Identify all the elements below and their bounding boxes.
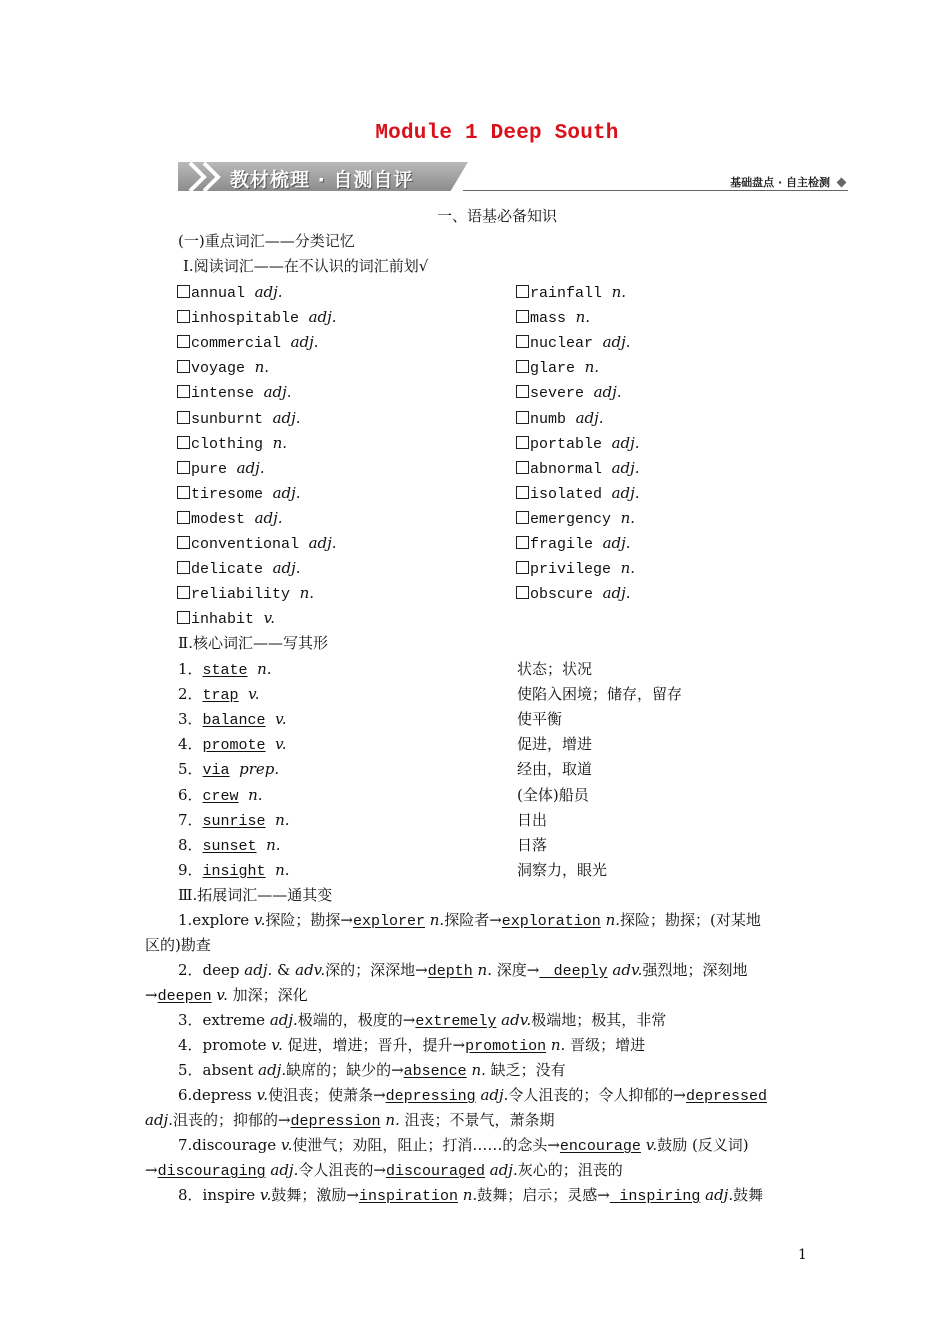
item-number: 9．	[178, 860, 203, 879]
banner-label: 教材梳理 · 自测自评	[230, 169, 414, 191]
answer-blank: promotion	[465, 1038, 547, 1055]
ext-line-5: 5．absent adj.缺席的；缺少的→absence n. 缺乏；没有	[178, 1061, 566, 1080]
checkbox[interactable]	[516, 511, 529, 524]
answer-blank: promote	[202, 737, 266, 755]
vocab-word: reliability	[191, 586, 291, 604]
ext-line-1b: 区的)勘查	[145, 936, 211, 954]
vocab-item	[516, 305, 590, 331]
answer-blank: inspiration	[358, 1188, 458, 1205]
part1-heading: Ⅰ.阅读词汇——在不认识的词汇前划√	[183, 257, 429, 275]
checkbox[interactable]	[177, 511, 190, 524]
part-of-speech: n.	[266, 835, 281, 854]
chevron-icon	[184, 160, 232, 194]
vocab-word: inhabit	[191, 611, 255, 629]
core-item	[178, 833, 281, 859]
part-of-speech: n.	[275, 860, 290, 879]
answer-blank: absence	[403, 1063, 467, 1080]
vocab-word: abnormal	[530, 460, 603, 478]
vocab-word: mass	[530, 310, 567, 328]
answer-blank: depressed	[686, 1088, 768, 1105]
checkbox[interactable]	[177, 285, 190, 298]
vocab-word: clothing	[191, 435, 264, 453]
part3-heading: Ⅲ.拓展词汇——通其变	[178, 886, 333, 904]
vocab-word: rainfall	[530, 285, 603, 302]
vocab-item	[177, 506, 283, 532]
ext-line-3: 3．extreme adj.极端的，极度的→extremely adv.极端地；极其，非常	[178, 1011, 667, 1030]
answer-blank: via	[202, 762, 230, 780]
checkbox[interactable]	[177, 561, 190, 574]
answer-blank: depressing	[385, 1088, 476, 1105]
vocab-item	[177, 406, 301, 432]
part-of-speech: n.	[299, 584, 315, 603]
core-item	[178, 682, 260, 708]
answer-blank: inspiring	[619, 1188, 701, 1205]
answer-blank: crew	[202, 787, 239, 805]
vocab-word: delicate	[191, 561, 264, 579]
part-of-speech: prep.	[239, 760, 280, 779]
part-of-speech: adj.	[263, 383, 292, 402]
vocab-word: portable	[530, 435, 603, 453]
checkbox[interactable]	[516, 561, 529, 574]
answer-blank: discouraging	[157, 1163, 266, 1180]
item-number: 5．	[178, 760, 203, 779]
vocab-item	[516, 556, 635, 582]
checkbox[interactable]	[516, 586, 529, 599]
vocab-word: modest	[191, 510, 246, 528]
core-item	[178, 707, 287, 733]
part-of-speech: adj.	[602, 333, 631, 352]
vocab-item	[177, 456, 265, 482]
checkbox[interactable]	[516, 461, 529, 474]
vocab-word: commercial	[191, 335, 282, 353]
part-of-speech: v.	[275, 735, 287, 754]
part-of-speech: v.	[263, 609, 276, 628]
vocab-item	[516, 431, 640, 457]
item-number: 1．	[178, 660, 203, 678]
part2-heading: Ⅱ.核心词汇——写其形	[178, 634, 328, 652]
vocab-item	[516, 406, 604, 432]
vocab-item	[177, 481, 301, 507]
core-item	[178, 808, 290, 834]
vocab-word: privilege	[530, 561, 612, 579]
part-of-speech: adj.	[593, 383, 622, 402]
vocab-item	[516, 456, 640, 482]
vocab-word: conventional	[191, 536, 300, 553]
part-of-speech: adj.	[602, 534, 631, 552]
vocab-item	[177, 606, 275, 632]
vocab-word: pure	[191, 460, 228, 478]
part-of-speech: n.	[248, 785, 263, 804]
part-of-speech: n.	[620, 508, 635, 527]
answer-blank: sunset	[202, 837, 257, 855]
part-of-speech: adj.	[236, 458, 265, 477]
vocab-item	[516, 330, 631, 356]
checkbox[interactable]	[177, 461, 190, 474]
vocab-item	[516, 280, 626, 306]
core-meaning: 日落	[517, 835, 548, 854]
vocab-item	[177, 380, 292, 406]
checkbox[interactable]	[177, 385, 190, 398]
part-of-speech: n.	[584, 358, 599, 377]
diamond-icon	[837, 178, 847, 188]
page-title: Module 1 Deep South	[375, 122, 619, 145]
vocab-item	[177, 280, 283, 306]
ext-line-1a: 1.explore v.探险；勘探→explorer n.探险者→exploration n.探险；勘探；(对某地	[178, 911, 761, 930]
part-of-speech: n.	[257, 660, 272, 678]
vocab-item	[177, 431, 287, 457]
answer-blank: balance	[202, 712, 266, 730]
core-meaning: 日出	[517, 810, 548, 829]
core-item	[178, 732, 287, 758]
part-of-speech: adj.	[575, 408, 604, 427]
vocab-word: numb	[530, 410, 567, 428]
vocab-word: nuclear	[530, 335, 594, 353]
vocab-word: obscure	[530, 586, 594, 604]
answer-blank: deeply	[553, 963, 608, 980]
part-of-speech: adj.	[611, 458, 640, 477]
vocab-word: fragile	[530, 536, 594, 553]
answer-blank: state	[202, 662, 248, 679]
ext-line-2b: →deepen v. 加深；深化	[145, 986, 308, 1005]
core-meaning: 状态；状况	[517, 660, 593, 678]
checkbox[interactable]	[177, 611, 190, 624]
answer-blank: extremely	[415, 1013, 497, 1030]
core-item	[178, 757, 279, 783]
core-meaning: 使陷入困境；储存，留存	[517, 685, 683, 704]
checkbox[interactable]	[177, 411, 190, 424]
part-of-speech: n.	[275, 810, 290, 829]
vocab-word: tiresome	[191, 485, 264, 503]
part-of-speech: adj.	[308, 534, 337, 552]
answer-blank: depth	[427, 963, 473, 980]
checkbox[interactable]	[516, 310, 529, 323]
core-meaning: 经由，取道	[517, 760, 593, 779]
ext-line-4: 4．promote v. 促进，增进；晋升，提升→promotion n. 晋级；增进	[178, 1036, 646, 1055]
part-of-speech: adj.	[272, 408, 301, 427]
core-meaning: 促进，增进	[517, 735, 593, 754]
vocab-word: isolated	[530, 485, 603, 503]
checkbox[interactable]	[516, 285, 529, 298]
core-item	[178, 858, 290, 884]
answer-blank: trap	[202, 687, 239, 705]
vocab-word: sunburnt	[191, 410, 264, 428]
item-number: 8．	[178, 835, 203, 854]
vocab-item	[516, 481, 640, 507]
checkbox[interactable]	[516, 411, 529, 424]
part-of-speech: adj.	[272, 559, 301, 578]
item-number: 3．	[178, 710, 203, 729]
vocab-word: annual	[191, 285, 246, 302]
core-item	[178, 657, 272, 683]
ext-line-7b: →discouraging adj.令人沮丧的→discouraged adj.灰心的；沮丧的	[145, 1161, 623, 1180]
item-number: 6．	[178, 785, 203, 804]
part-of-speech: adj.	[254, 283, 283, 301]
checkbox[interactable]	[177, 536, 190, 549]
answer-blank: explorer	[352, 913, 425, 930]
answer-blank: discouraged	[385, 1163, 485, 1180]
vocab-item	[177, 556, 301, 582]
answer-blank: insight	[202, 862, 266, 880]
part-of-speech: n.	[272, 433, 287, 452]
vocab-item	[516, 531, 631, 557]
ext-line-8: 8．inspire v.鼓舞；激励→inspiration n.鼓舞；启示；灵感→ inspiring adj.鼓舞	[178, 1186, 764, 1205]
ext-line-6b: adj.沮丧的；抑郁的→depression n. 沮丧；不景气，萧条期	[145, 1111, 555, 1130]
checkbox[interactable]	[516, 536, 529, 549]
item-number: 2．	[178, 685, 203, 704]
checkbox[interactable]	[177, 335, 190, 348]
vocab-item	[177, 305, 337, 331]
core-meaning: 使平衡	[517, 710, 563, 729]
vocab-item	[177, 581, 314, 607]
part-of-speech: adj.	[254, 508, 283, 527]
checkbox[interactable]	[177, 360, 190, 373]
answer-blank: depression	[290, 1113, 381, 1130]
section-heading: 一、语基必备知识	[436, 207, 557, 225]
checkbox[interactable]	[177, 436, 190, 449]
item-number: 7．	[178, 810, 203, 829]
answer-blank: deepen	[157, 988, 212, 1005]
answer-blank: exploration	[501, 913, 601, 930]
vocab-item	[177, 330, 319, 356]
part-of-speech: n.	[620, 559, 635, 578]
vocab-word: glare	[530, 360, 576, 378]
vocab-word: intense	[191, 385, 255, 403]
page-number: 1	[798, 1247, 807, 1263]
part-of-speech: n.	[575, 308, 590, 327]
part-of-speech: adj.	[308, 308, 337, 327]
vocab-word: emergency	[530, 510, 612, 528]
vocab-item	[516, 581, 631, 607]
checkbox[interactable]	[177, 586, 190, 599]
checkbox[interactable]	[516, 335, 529, 348]
section-banner	[178, 160, 848, 194]
checkbox[interactable]	[177, 310, 190, 323]
vocab-item	[177, 531, 337, 557]
checkbox[interactable]	[516, 486, 529, 499]
banner-right-label: 基础盘点 · 自主检测	[730, 176, 830, 189]
vocab-word: inhospitable	[191, 310, 300, 328]
core-meaning: 洞察力，眼光	[517, 860, 608, 879]
checkbox[interactable]	[516, 360, 529, 373]
sub-heading: (一)重点词汇——分类记忆	[178, 232, 355, 250]
item-number: 4．	[178, 735, 203, 754]
answer-blank: encourage	[559, 1138, 641, 1155]
vocab-item	[516, 380, 622, 406]
core-item	[178, 783, 263, 809]
part-of-speech: v.	[248, 685, 260, 704]
part-of-speech: n.	[611, 283, 626, 301]
answer-blank: sunrise	[202, 812, 266, 830]
ext-line-6a: 6.depress v.使沮丧；使萧条→depressing adj.令人沮丧的；令人抑郁的→depressed	[178, 1086, 768, 1105]
checkbox[interactable]	[177, 486, 190, 499]
part-of-speech: n.	[254, 358, 269, 377]
checkbox[interactable]	[516, 436, 529, 449]
part-of-speech: v.	[275, 710, 287, 729]
vocab-word: severe	[530, 385, 585, 403]
part-of-speech: adj.	[611, 433, 640, 452]
core-meaning: (全体)船员	[517, 785, 589, 804]
vocab-item	[516, 355, 599, 381]
part-of-speech: adj.	[290, 333, 319, 352]
checkbox[interactable]	[516, 385, 529, 398]
part-of-speech: adj.	[272, 483, 301, 502]
ext-line-2a: 2．deep adj. & adv.深的；深深地→depth n. 深度→ deeply adv.强烈地；深刻地	[178, 961, 748, 980]
vocab-word: voyage	[191, 360, 246, 378]
vocab-item	[177, 355, 269, 381]
vocab-item	[516, 506, 635, 532]
part-of-speech: adj.	[602, 584, 631, 603]
part-of-speech: adj.	[611, 483, 640, 502]
ext-line-7a: 7.discourage v.使泄气；劝阻，阻止；打消……的念头→encourage v.鼓励 (反义词)	[178, 1136, 749, 1155]
